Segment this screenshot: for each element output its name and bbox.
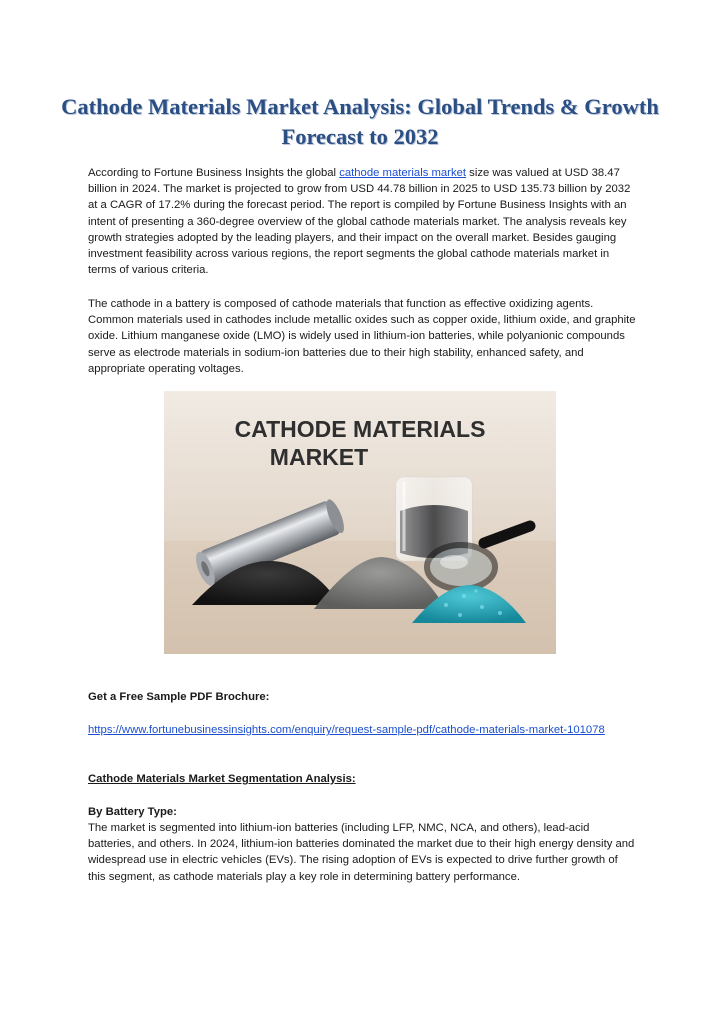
sample-pdf-link[interactable]: https://www.fortunebusinessinsights.com/enquiry/request-sample-pdf/cathode-materials-market-101078 <box>88 724 605 736</box>
intro-text-end: size was valued at USD 38.47 billion in 2024. The market is projected to grow from USD 44.78 billion in 2025 to USD 135.73 billion by 2032 at a CAGR of 17.2% during the forecast period. The report is compiled by Fortune Business Insights with an intent of presenting a 360-degree overview of the global cathode materials market. The analysis reveals key growth strategies adopted by the leading players, and their impact on the overall market. Besides gauging investment feasibility across various regions, the report segments the global cathode materials market in terms of various criteria. <box>88 167 631 277</box>
cathode-materials-market-link[interactable]: cathode materials market <box>339 167 467 179</box>
battery-type-heading: By Battery Type: <box>88 806 177 818</box>
battery-type-paragraph: The market is segmented into lithium-ion batteries (including LFP, NMC, NCA, and others), lead-acid batteries, and others. In 2024, lithium-ion batteries dominated the market due to their high energy density and widespread use in electric vehicles (EVs). The rising adoption of EVs is expected to drive further growth of this segment, as cathode materials play a key role in determining battery performance. <box>88 822 635 883</box>
intro-text-start: According to Fortune Business Insights the global <box>88 167 340 179</box>
cathode-description-paragraph: The cathode in a battery is composed of cathode materials that function as effective oxidizing agents. Common materials used in cathodes include metallic oxides such as copper oxide, lithium oxide, and graphite oxide. Lithium manganese oxide (LMO) is widely used in lithium-ion batteries, while polyanionic compounds serve as electrode materials in sodium-ion batteries due to their high stability, enhanced safety, and appropriate operating voltages. <box>88 298 636 375</box>
image-caption-line2: MARKET <box>269 444 369 470</box>
page-title: Cathode Materials Market Analysis: Global Trends & Growth Forecast to 2032 <box>61 94 659 149</box>
brochure-label: Get a Free Sample PDF Brochure: <box>88 691 270 703</box>
cathode-materials-image <box>164 391 556 654</box>
segmentation-heading: Cathode Materials Market Segmentation Analysis: <box>88 773 356 785</box>
intro-paragraph <box>88 165 636 278</box>
image-caption-line1: CATHODE MATERIALS <box>234 416 486 442</box>
